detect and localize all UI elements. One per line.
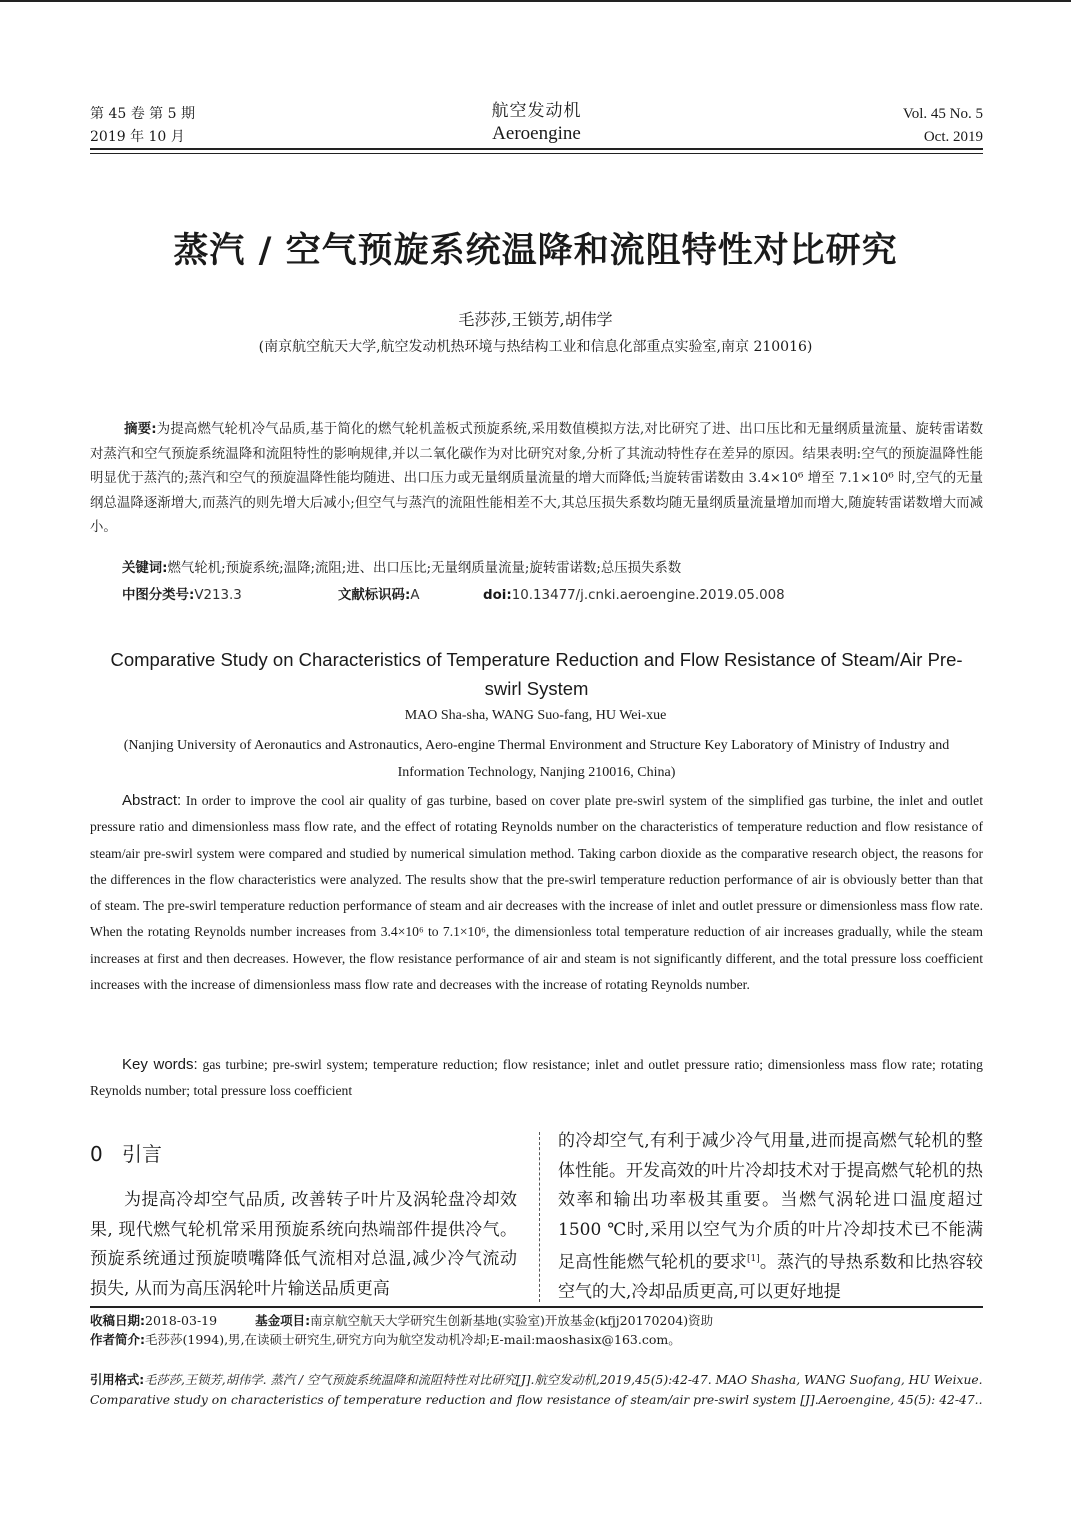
classification-line [122,584,983,608]
affiliation-en: (Nanjing University of Aeronautics and Astronautics, Aero-engine Thermal Environment and Structure Key Laboratory of Ministry of Industry and Information Technology, Nanjing 210016, China) [123,738,950,780]
doi-label: doi: [483,588,512,603]
reference-mark: [1] [746,1254,760,1264]
header-right [903,103,983,149]
author-intro-value: 毛莎莎(1994),男,在读硕士研究生,研究方向为航空发动机冷却;E-mail:maoshasix@163.com。 [145,1332,681,1347]
affiliation-cn: (南京航空航天大学,航空发动机热环境与热结构工业和信息化部重点实验室,南京 210016) [258,339,813,355]
clc-label: 中图分类号: [122,588,195,603]
keywords-cn-label: 关键词: [122,561,168,576]
citation-label: 引用格式: [90,1373,145,1387]
section-number: 0 [90,1142,103,1166]
journal-name-cn: 航空发动机 [491,101,582,121]
keywords-en-text: gas turbine; pre-swirl system; temperature reduction; flow resistance; inlet and outlet pressure ratio; dimensionless mass flow rate; rotating Reynolds number; total pressure loss coefficient [90,1057,983,1099]
header-rule-thick [90,148,983,150]
keywords-cn-text: 燃气轮机;预旋系统;温降;流阻;进、出口压比;无量纲质量流量;旋转雷诺数;总压损失系数 [167,561,682,576]
top-edge-line [0,0,1071,2]
keywords-cn [122,557,983,581]
abstract-cn-text: 为提高燃气轮机冷气品质,基于简化的燃气轮机盖板式预旋系统,采用数值模拟方法,对比研究了进、出口压比和无量纲质量流量、旋转雷诺数对蒸汽和空气预旋系统温降和流阻特性的影响规律,并以二氧化碳作为对比研究对象,分析了其流动特性存在差异的原因。结果表明:空气的预旋温降性能明显优于蒸汽的;蒸汽和空气的预旋温降性能均随进、出口压力或无量纲质量流量的增大而降低;当旋转雷诺数由 3.4×10⁶ 增至 7.1×10⁶ 时,空气的无量纲总温降逐渐增大,而蒸汽的则先增大后减小;但空气与蒸汽的流阻性能相差不大,其总压损失系数均随无量纲质量流量增加而增大,随旋转雷诺数增大而减小。 [90,422,983,536]
fund-label: 基金项目: [255,1313,311,1328]
clc-value: V213.3 [194,588,242,603]
running-header [90,100,983,152]
footnote-rule [90,1306,983,1308]
header-center [90,100,983,146]
intro-text-right-b: 。蒸汽的导热系数和比热容较空气的大,冷却品质更高,可以更好地提 [558,1252,984,1303]
abstract-en-text: In order to improve the cool air quality of gas turbine, based on cover plate pre-swirl system of the simplified gas turbine, the inlet and outlet pressure ratio and dimensionless mass flow rate, and the effect of rotating Reynolds number on the characteristics of temperature reduction and flow resistance of steam/air pre-swirl system were compared and studied by numerical simulation method. Taking carbon dioxide as the comparative research object, the reasons for the differences in the flow characteristics were analyzed. The results show that the pre-swirl temperature reduction performance of air is obviously better than that of steam. The pre-swirl temperature reduction performance of steam and air decreases with the increase of inlet and outlet pressure or dimensionless mass flow rate. When the rotating Reynolds number increases from 3.4×10⁶ to 7.1×10⁶, the dimensionless total temperature reduction of air increases gradually, while the steam increases at first and then decreases. However, the flow resistance performance of air and steam is not significantly different, and the total pressure loss coefficient increases with the increase of dimensionless mass flow rate and decreases with the increase of rotating Reynolds number. [90,793,983,993]
abstract-cn-label: 摘要: [124,422,157,437]
doc-code-value: A [410,588,420,603]
column-divider [539,1132,540,1302]
abstract-en [90,788,983,998]
footnote-author [90,1330,983,1349]
clc-code [122,584,338,608]
keywords-en [90,1052,983,1105]
keywords-en-label: Key words: [122,1056,198,1073]
intro-paragraph-right [558,1127,983,1308]
date-en: Oct. 2019 [923,129,983,145]
doc-code-label: 文献标识码: [338,588,411,603]
body-column-left [90,1140,517,1304]
intro-paragraph-left: 为提高冷却空气品质, 改善转子叶片及涡轮盘冷却效果, 现代燃气轮机常采用预旋系统向热端部件提供冷气。预旋系统通过预旋喷嘴降低气流相对总温,减少冷气流动损失, 从而为高压涡轮叶片输送品质更高 [90,1190,517,1299]
doi-value: 10.13477/j.cnki.aeroengine.2019.05.008 [511,588,785,603]
authors-cn: 毛莎莎,王锁芳,胡伟学 [458,310,613,329]
section-title: 引言 [122,1142,162,1166]
citation-text: 毛莎莎,王锁芳,胡伟学. 蒸汽 / 空气预旋系统温降和流阻特性对比研究[J].航空发动机,2019,45(5):42-47. MAO Shasha, WANG Suofang, HU Weixue. Comparative study on characteristics of temperature reduction and flow resistance of steam/air pre-swirl system [J].Aeroengine, 45(5): 42-47.. [90,1373,983,1407]
abstract-cn [90,418,983,541]
abstract-en-label: Abstract: [122,792,182,809]
section-heading [90,1140,517,1186]
body-column-right [558,1127,983,1308]
header-rule-thin [90,153,983,154]
paper-title-en: Comparative Study on Characteristics of Temperature Reduction and Flow Resistance of Steam/Air Pre-swirl System [110,649,963,699]
fund-value: 南京航空航天大学研究生创新基地(实验室)开放基金(kfjj20170204)资助 [310,1313,714,1328]
footnote-received-fund [90,1311,983,1330]
citation-format [90,1370,983,1410]
volume-cn: 第 45 卷 第 5 期 [90,106,195,122]
author-intro-label: 作者简介: [90,1332,145,1347]
date-cn: 2019 年 10 月 [90,129,185,145]
journal-name-en: Aeroengine [492,123,581,144]
doi [483,584,785,608]
received-value: 2018-03-19 [145,1313,218,1328]
intro-text-right-a: 的冷却空气,有利于减少冷气用量,进而提高燃气轮机的整体性能。开发高效的叶片冷却技术对于提高燃气轮机的热效率和输出功率极其重要。当燃气涡轮进口温度超过 1500 ℃时,采用以空气为介质的叶片冷却技术已不能满足高性能燃气轮机的要求 [558,1131,983,1273]
paper-title-cn: 蒸汽 / 空气预旋系统温降和流阻特性对比研究 [173,230,898,271]
volume-en: Vol. 45 No. 5 [902,106,983,122]
authors-en: MAO Sha-sha, WANG Suo-fang, HU Wei-xue [404,708,667,723]
document-code [338,584,483,608]
received-label: 收稿日期: [90,1313,145,1328]
